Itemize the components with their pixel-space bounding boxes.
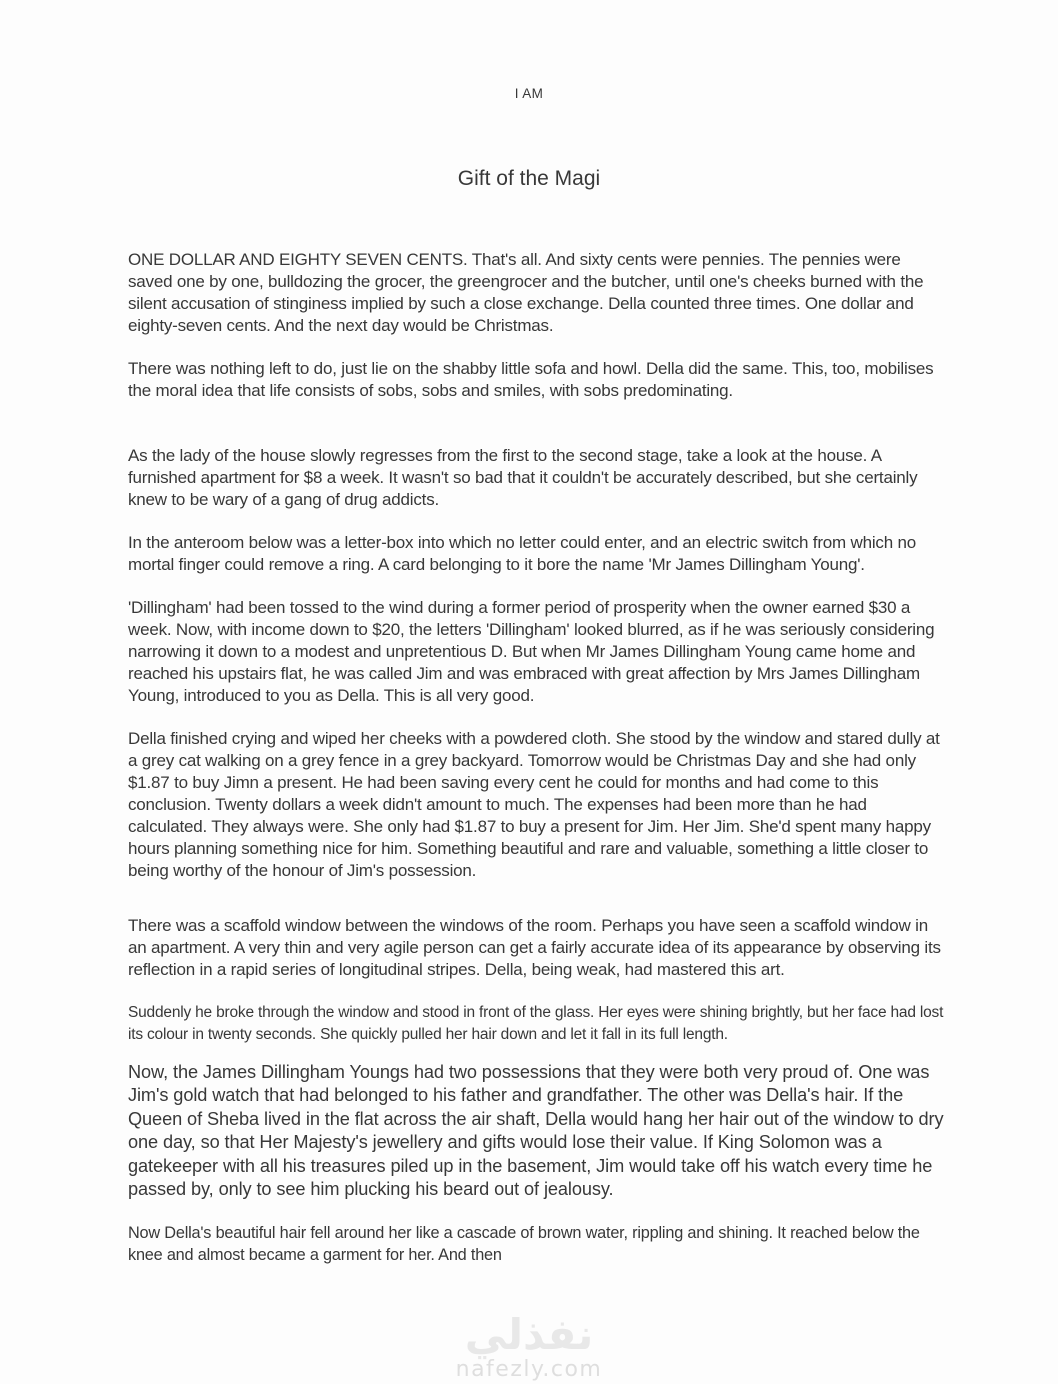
document-title: Gift of the Magi xyxy=(457,167,601,190)
paragraph-5: 'Dillingham' had been tossed to the wind during a former period of prosperity when the owner earned $30 a week. Now, with income down to $20, the letters 'Dillingham' looked blurred, as if he was seriously considering narrowing it down to a modest and unpretentious D. But when Mr James Dillingham Young came home and reached his upstairs flat, he was called Jim and was embraced with great affection by Mrs James Dillingham Young, introduced to you as Della. This is all very good. xyxy=(128,598,935,705)
page-header-text: I AM xyxy=(514,86,544,101)
paragraph-10: Now Della's beautiful hair fell around her like a cascade of brown water, rippling and shining. It reached below the knee and almost became a garment for her. And then xyxy=(128,1224,920,1265)
paragraph-3: As the lady of the house slowly regresses from the first to the second stage, take a look at the house. A furnished apartment for $8 a week. It wasn't so bad that it couldn't be accurately described, but she certainly knew to be wary of a gang of drug addicts. xyxy=(128,446,918,509)
nafezly-domain-text: nafezly.com xyxy=(455,1357,603,1382)
paragraph-7: There was a scaffold window between the windows of the room. Perhaps you have seen a scaffold window in an apartment. A very thin and very agile person can get a fairly accurate idea of its appearance by observing its reflection in a rapid series of longitudinal stripes. Della, being weak, had mastered this art. xyxy=(128,916,941,979)
paragraph-8: Suddenly he broke through the window and stood in front of the glass. Her eyes were shining brightly, but her face had lost its colour in twenty seconds. She quickly pulled her hair down and let it fall in its full length. xyxy=(128,1004,944,1043)
paragraph-9: Now, the James Dillingham Youngs had two possessions that they were both very proud of. One was Jim's gold watch that had belonged to his father and grandfather. The other was Della's hair. If the Queen of Sheba lived in the flat across the air shaft, Della would hang her hair out of the window to dry one day, so that Her Majesty's jewellery and gifts would lose their value. If King Solomon was a gatekeeper with all his treasures piled up in the basement, Jim would take off his watch every time he passed by, only to see him plucking his beard out of jealousy. xyxy=(128,1062,944,1200)
paragraph-1: ONE DOLLAR AND EIGHTY SEVEN CENTS. That's all. And sixty cents were pennies. The pennies were saved one by one, bulldozing the grocer, the greengrocer and the butcher, until one's cheeks burned with the silent accusation of stinginess implied by such a close exchange. Della counted three times. One dollar and eighty-seven cents. And the next day would be Christmas. xyxy=(128,250,924,335)
paragraph-4: In the anteroom below was a letter-box into which no letter could enter, and an electric switch from which no mortal finger could remove a ring. A card belonging to it bore the name 'Mr James Dillingham Young'. xyxy=(128,533,917,574)
paragraph-6: Della finished crying and wiped her cheeks with a powdered cloth. She stood by the window and stared dully at a grey cat walking on a grey fence in a grey backyard. Tomorrow would be Christmas Day and she had only $1.87 to buy Jimn a present. He had been saving every cent he could for months and had come to this conclusion. Twenty dollars a week didn't amount to much. The expenses had been more than he had calculated. They always were. She only had $1.87 to buy a present for Jim. Her Jim. She'd spent many happy hours planning something nice for him. Something beautiful and rare and valuable, something a little closer to being worthy of the honour of Jim's possession. xyxy=(128,729,940,880)
nafezly-logo-text: نفذلي xyxy=(464,1310,594,1359)
watermark xyxy=(0,1310,1058,1382)
paragraph-2: There was nothing left to do, just lie on the shabby little sofa and howl. Della did the same. This, too, mobilises the moral idea that life consists of sobs, sobs and smiles, with sobs predominating. xyxy=(128,359,934,400)
document-body xyxy=(128,249,946,1266)
